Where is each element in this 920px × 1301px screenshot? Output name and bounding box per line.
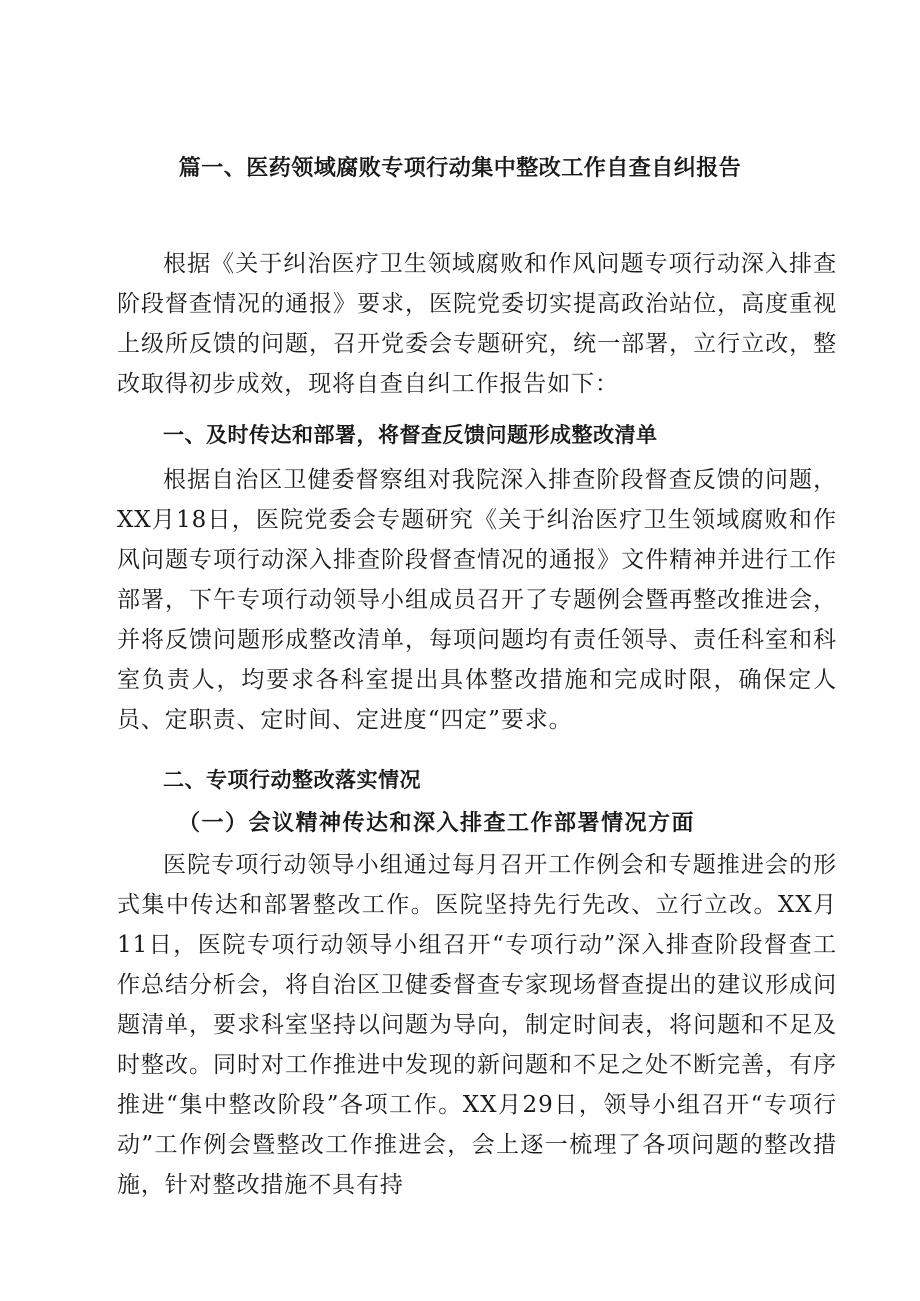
- section-1-paragraph: 根据自治区卫健委督察组对我院深入排查阶段督查反馈的问题，XX月18日，医院党委会专题研究《关于纠治医疗卫生领域腐败和作风问题专项行动深入排查阶段督查情况的通报》文件精神并进行工作部署，下午专项行动领导小组成员召开了专题例会暨再整改推进会，并将反馈问题形成整改清单，每项问题均有责任领导、责任科室和科室负责人，均要求各科室提出具体整改措施和完成时限，确保定人员、定职责、定时间、定进度“四定”要求。: [117, 467, 837, 733]
- document-title: 篇一、医药领域腐败专项行动集中整改工作自查自纠报告: [178, 156, 742, 181]
- intro-paragraph: 根据《关于纠治医疗卫生领域腐败和作风问题专项行动深入排查阶段督查情况的通报》要求，医院党委切实提高政治站位，高度重视上级所反馈的问题，召开党委会专题研究，统一部署，立行立改，整改取得初步成效，现将自查自纠工作报告如下：: [117, 251, 837, 397]
- section-1-heading: 一、及时传达和部署，将督查反馈问题形成整改清单: [163, 423, 658, 447]
- section-2-paragraph-1: 医院专项行动领导小组通过每月召开工作例会和专题推进会的形式集中传达和部署整改工作。医院坚持先行先改、立行立改。XX月11日，医院专项行动领导小组召开“专项行动”深入排查阶段督查工作总结分析会，将自治区卫健委督查专家现场督查提出的建议形成问题清单，要求科室坚持以问题为导向，制定时间表，将问题和不足及时整改。同时对工作推进中发现的新问题和不足之处不断完善，有序推进“集中整改阶段”各项工作。XX月29日，领导小组召开“专项行动”工作例会暨整改工作推进会，会上逐一梳理了各项问题的整改措施，针对整改措施不具有持: [117, 852, 837, 1198]
- section-2-heading: 二、专项行动整改落实情况: [163, 768, 421, 792]
- section-2-subheading-1: （一）会议精神传达和深入排查工作部署情况方面: [178, 810, 696, 836]
